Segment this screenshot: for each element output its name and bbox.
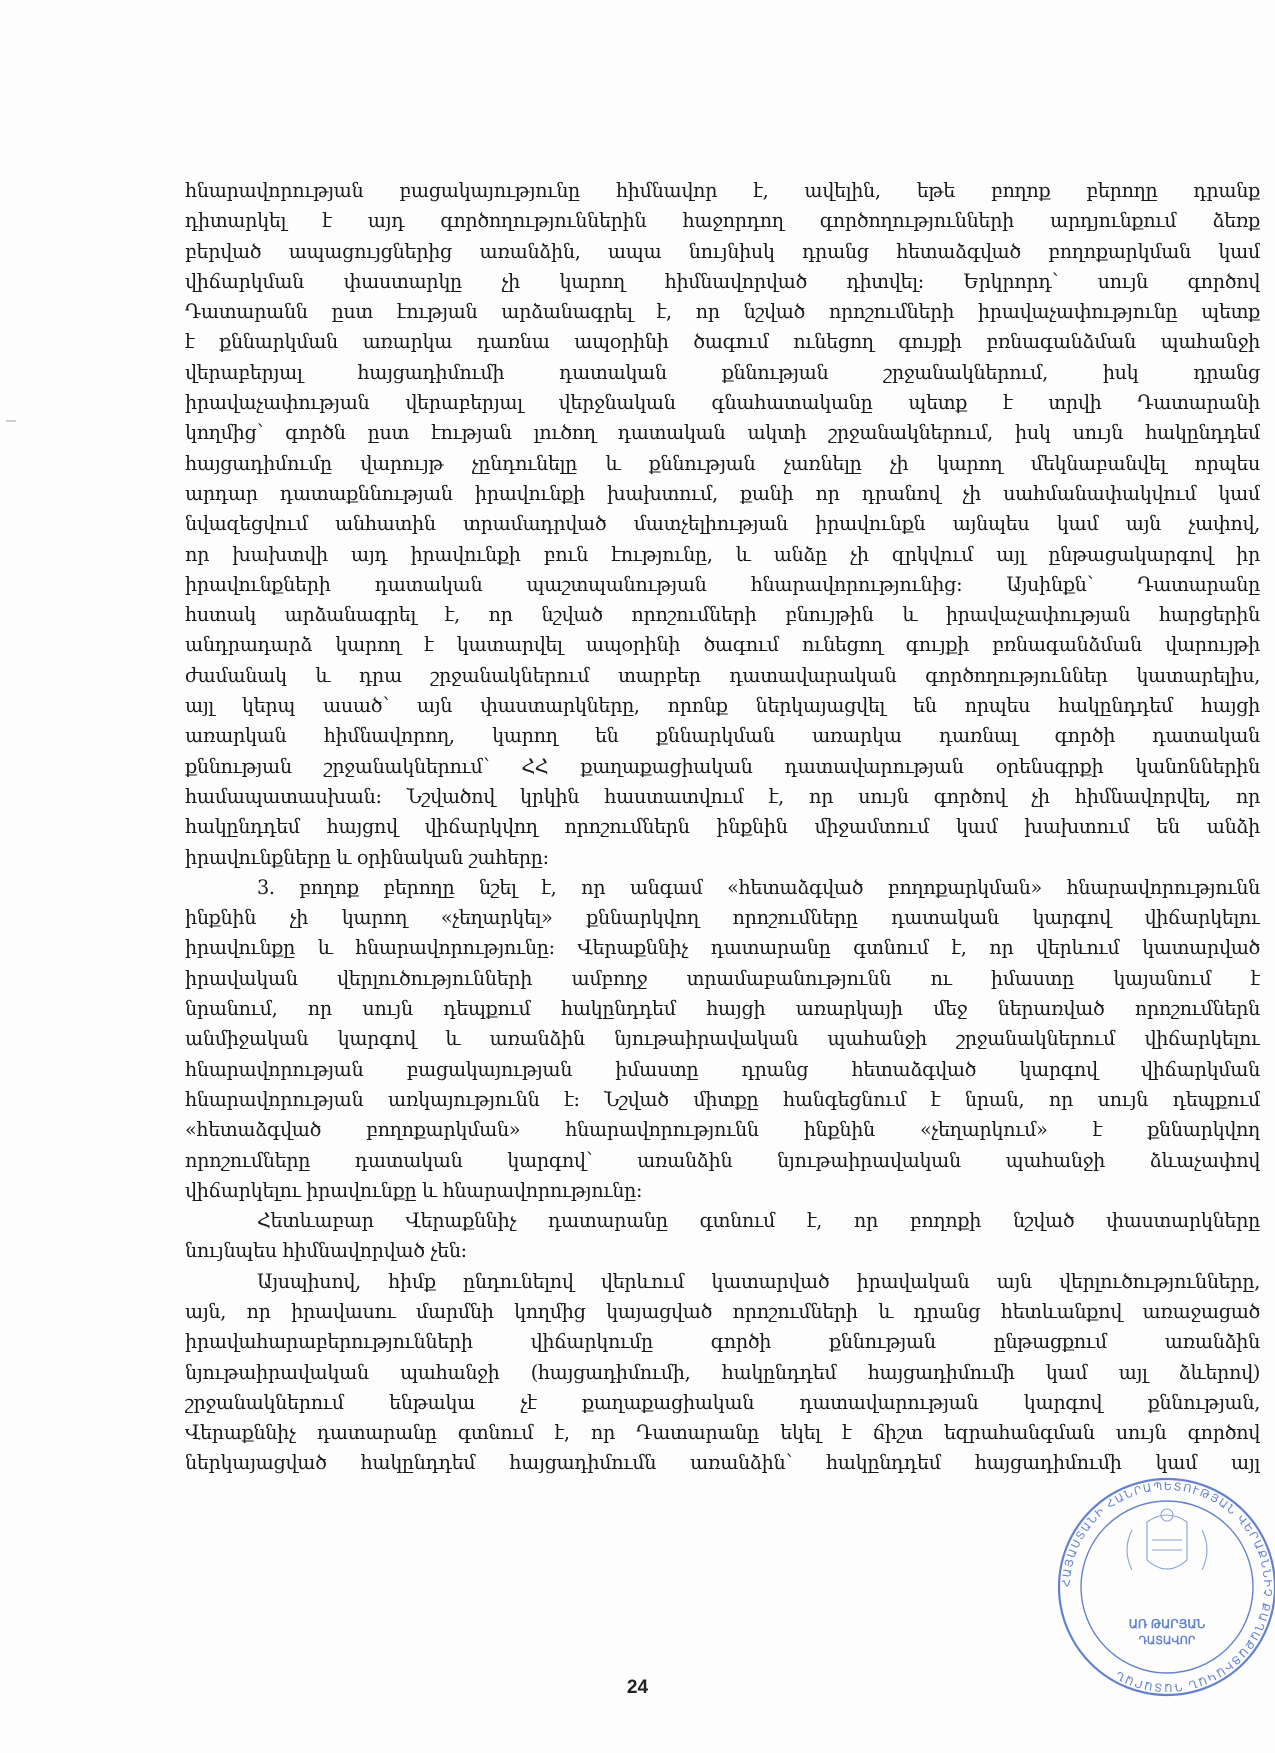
text-line: Վերաքննիչ դատարանը գտնում է, որ Դատարանը եկել է ճիշտ եզրահանգման սույն գործով [185, 1421, 1260, 1445]
text-line: առարկան հիմնավորող, կարող են քննարկման առարկա դառնալ գործի դատական [185, 724, 1260, 748]
scan-corner-artifact [1237, 33, 1251, 47]
text-line: նվազեցվում անհատին տրամադրված մատչելիության իրավունքն այնպես կամ այն չափով, [185, 512, 1260, 536]
text-line: հստակ արձանագրել է, որ նշված որոշումների բնույթին և իրավաչափության հարցերին [185, 603, 1260, 627]
text-line: բերված ապացույցներից առանձին, ապա նույնիսկ դրանց հետաձգված բողոքարկման կամ [185, 239, 1260, 263]
text-line: իրավաչափության վերաբերյալ վերջնական գնահատականը պետք է տրվի Դատարանի [185, 391, 1260, 415]
text-line: Այսպիսով, հիմք ընդունելով վերևում կատարված իրավական այն վերլուծությունները, [257, 1269, 1260, 1293]
text-line: նյութաիրավական պահանջի (հայցադիմումի, հակընդդեմ հայցադիմումի կամ այլ ձևերով) [185, 1360, 1260, 1384]
stamp-inner-text-2: ԴԱՏԱՎՈՐ [1138, 1635, 1196, 1647]
document-body-text [185, 176, 1260, 1479]
text-line: ներկայացված հակընդդեմ հայցադիմումն առանձին՝ հակընդդեմ հայցադիմումի կամ այլ [185, 1451, 1260, 1475]
stamp-outer-ring [1059, 1479, 1275, 1695]
text-line: վիճարկելու իրավունքը և հնարավորությունը: [185, 1178, 643, 1202]
text-line: իրավունքների դատական պաշտպանության հնարավորությունից: Այսինքն՝ Դատարանը [185, 572, 1260, 596]
text-line: դիտարկել է այդ գործողություններին հաջորդող գործողությունների արդյունքում ձեռք [185, 209, 1260, 233]
text-line: այն, որ իրավասու մարմնի կողմից կայացված որոշումների և դրանց հետևանքով առաջացած [185, 1299, 1260, 1323]
stamp-inner-ring [1081, 1501, 1253, 1673]
text-line: արդար դատաքննության իրավունքի խախտում, քանի որ դրանով չի սահմանափակվում կամ [185, 481, 1260, 505]
text-line: ինքնին չի կարող «չեղարկել» քննարկվող որոշումները դատական կարգով վիճարկելու [185, 906, 1260, 930]
text-line: իրավահարաբերությունների վիճարկումը գործի քննության ընթացքում առանձին [185, 1330, 1260, 1354]
scan-margin-mark [6, 420, 16, 422]
text-line: նրանում, որ սույն դեպքում հակընդդեմ հայցի առարկայի մեջ ներառված որոշումներն [185, 997, 1260, 1021]
text-line: նույնպես հիմնավորված չեն: [185, 1239, 467, 1263]
text-line: իրավական վերլուծությունների ամբողջ տրամաբանությունն ու իմաստը կայանում է [185, 966, 1260, 990]
stamp-ring-text: ՀԱՅԱՍՏԱՆԻ ՀԱՆՐԱՊԵՏՈՒԹՅԱՆ ՎԵՐԱՔՆՆԻՉ ՔԱՂԱՔԱՑԻԱԿԱՆ ԴԱՏԱՐԱՆ [1060, 1480, 1274, 1694]
text-line: է քննարկման առարկա դառնա ապօրինի ծագում ունեցող գույքի բռնագանձման պահանջի [185, 330, 1260, 354]
text-line: վիճարկման փաստարկը չի կարող հիմնավորված դիտվել: Երկրորդ՝ սույն գործով [185, 269, 1260, 293]
text-line: հակընդդեմ հայցով վիճարկվող որոշումներն ինքնին միջամտում կամ խախտում են անձի [185, 815, 1260, 839]
text-line: անմիջական կարգով և առանձին նյութաիրավական պահանջի շրջանակներում վիճարկելու [185, 1027, 1260, 1051]
text-line: Հետևաբար Վերաքննիչ դատարանը գտնում է, որ բողոքի նշված փաստարկները [257, 1209, 1260, 1233]
text-line: քննության շրջանակներում՝ ՀՀ քաղաքացիական դատավարության օրենսգրքի կանոններին [185, 754, 1260, 778]
text-line: համապատասխան: Նշվածով կրկին հաստատվում է, որ սույն գործով չի հիմնավորվել, որ [185, 784, 1260, 808]
text-line: կողմից՝ գործն ըստ էության լուծող դատական ակտի շրջանակներում, իսկ սույն հակընդդեմ [185, 421, 1260, 445]
text-line: հնարավորության առկայությունն է: Նշված միտքը հանգեցնում է նրան, որ սույն դեպքում [185, 1087, 1260, 1111]
text-line: Դատարանն ըստ էության արձանագրել է, որ նշված որոշումների իրավաչափությունը պետք [185, 300, 1260, 324]
text-line: այլ կերպ ասած՝ այն փաստարկները, որոնք ներկայացվել են որպես հակընդդեմ հայցի [185, 694, 1260, 718]
text-line: 3. բողոք բերողը նշել է, որ անգամ «հետաձգված բողոքարկման» հնարավորությունն [257, 875, 1260, 899]
text-line: հնարավորության բացակայության իմաստը դրանց հետաձգված կարգով վիճարկման [185, 1057, 1260, 1081]
page-number: 24 [626, 1677, 649, 1698]
stamp-inner-text-1: ԱՌ ԹԱՐՅԱՆ [1128, 1617, 1206, 1631]
text-line: «հետաձգված բողոքարկման» հնարավորությունն ինքնին «չեղարկում» է քննարկվող [185, 1118, 1260, 1142]
text-line: հնարավորության բացակայությունը հիմնավոր է, ավելին, եթե բողոք բերողը դրանք [185, 179, 1260, 202]
stamp-graphic [1059, 1479, 1275, 1695]
court-seal-stamp [1050, 1470, 1275, 1705]
text-line: անդրադարձ կարող է կատարվել ապօրինի ծագում ունեցող գույքի բռնագանձման վարույթի [185, 633, 1260, 657]
text-line: հայցադիմումը վարույթ չընդունելը և քննության չառնելը չի կարող մեկնաբանվել որպես [185, 451, 1260, 475]
text-line: որ խախտվի այդ իրավունքի բուն էությունը, և անձը չի զրկվում այլ ընթացակարգով իր [185, 542, 1260, 566]
text-line: շրջանակներում ենթակա չէ քաղաքացիական դատավարության կարգով քննության, [185, 1390, 1260, 1414]
text-line: իրավունքները և օրինական շահերը: [185, 845, 549, 869]
text-line: իրավունքը և հնարավորությունը: Վերաքննիչ դատարանը գտնում է, որ վերևում կատարված [185, 936, 1260, 960]
text-line: ժամանակ և դրա շրջանակներում տարբեր դատավարական գործողություններ կատարելիս, [185, 663, 1260, 687]
text-line: որոշումները դատական կարգով՝ առանձին նյութաիրավական պահանջի ձևաչափով [185, 1148, 1260, 1172]
coat-of-arms-icon [1127, 1509, 1207, 1570]
text-line: վերաբերյալ հայցադիմումի դատական քննության շրջանակներում, իսկ դրանց [185, 360, 1260, 384]
